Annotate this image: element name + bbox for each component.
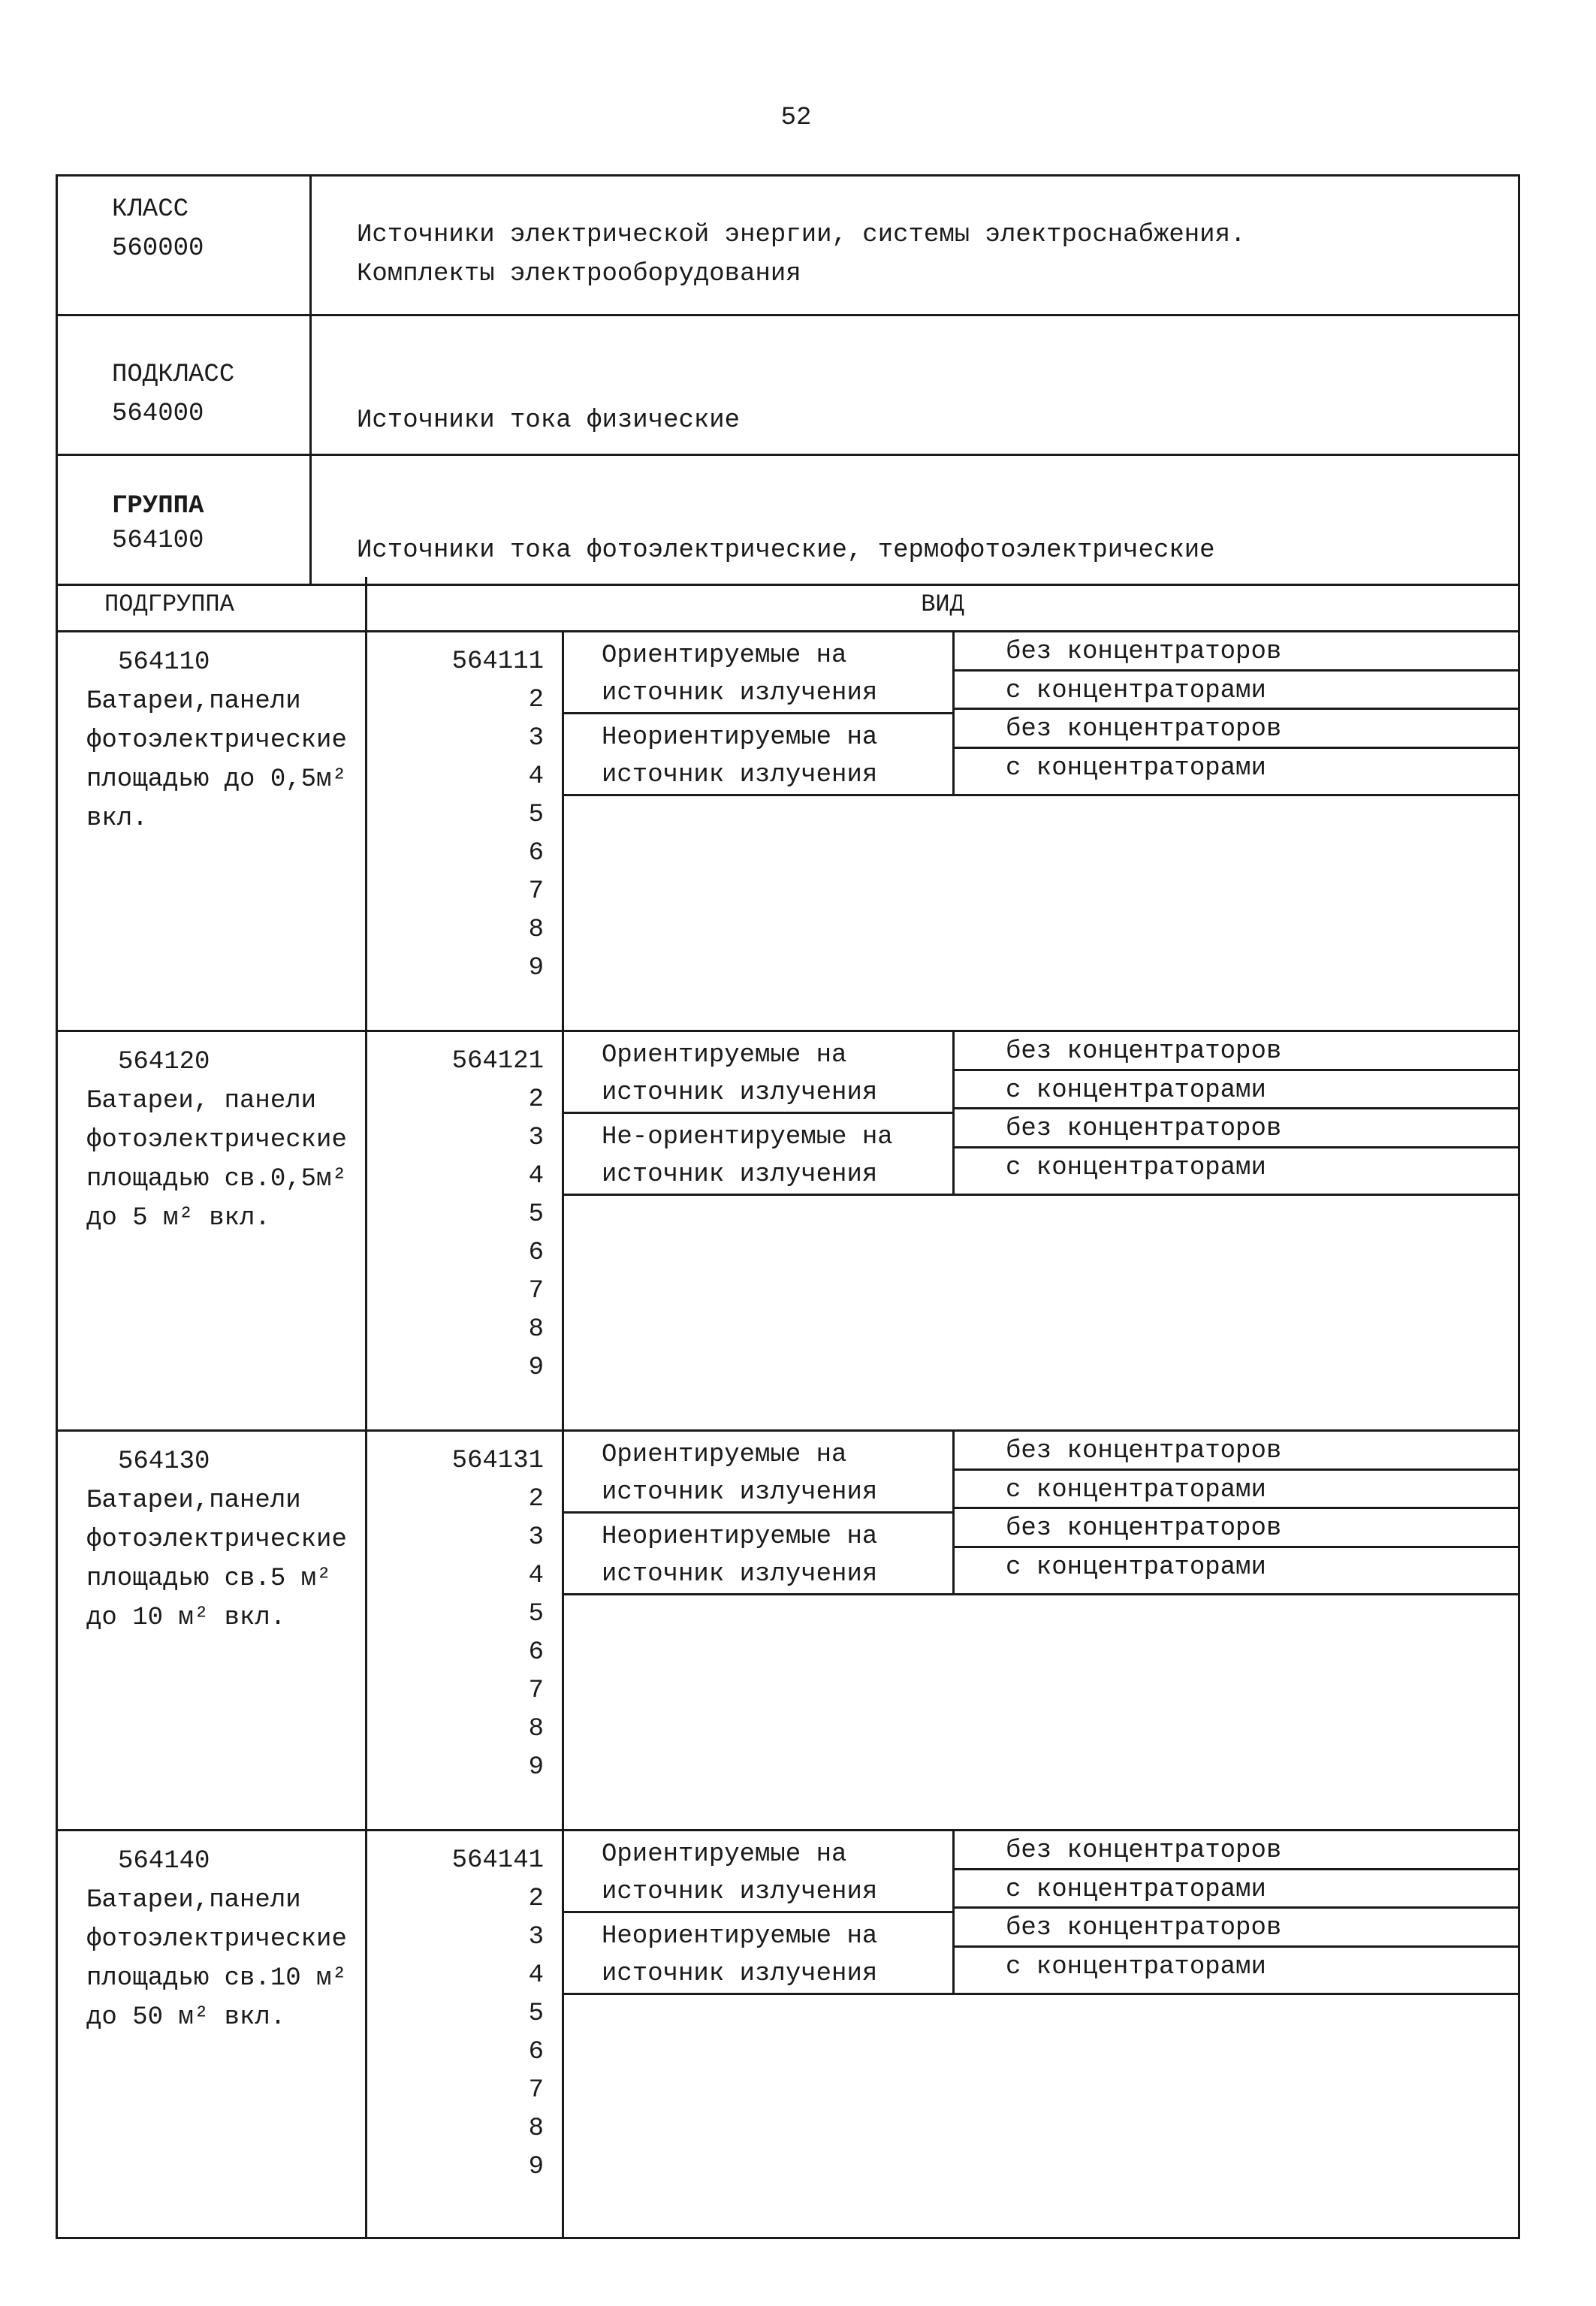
kind-code: 9 <box>528 2153 544 2181</box>
orientation-text: Ориентируемые на <box>602 1041 847 1070</box>
kind-codes-column <box>367 1432 564 1829</box>
class-label: КЛАСС <box>112 195 189 224</box>
concentrator-cell: без концентраторов <box>955 1432 1518 1471</box>
kind-code: 3 <box>528 724 544 753</box>
kind-code: 9 <box>528 954 544 982</box>
kind-code: 6 <box>528 1638 544 1667</box>
orientation-cell <box>564 1831 952 1913</box>
class-code-cell <box>58 177 312 314</box>
orientation-cell <box>564 1032 952 1114</box>
concentrator-cell: с концентраторами <box>1006 1553 1266 1582</box>
class-title-line-1: Источники электрической энергии, системы электроснабжения. <box>357 221 1246 249</box>
group-code: 564100 <box>112 527 204 555</box>
concentrator-cell: без концентраторов <box>955 632 1518 672</box>
kind-code: 564111 <box>451 647 544 676</box>
kind-code: 4 <box>528 1961 544 1990</box>
kind-code: 8 <box>528 2114 544 2143</box>
concentrator-cell: с концентраторами <box>955 1071 1518 1110</box>
orientation-text: источник излучения <box>602 1960 878 1988</box>
group-label: ГРУППА <box>112 492 204 521</box>
kind-code: 7 <box>528 2076 544 2105</box>
orientation-text: Не-ориентируемые на <box>602 1123 893 1151</box>
subgroup-rows <box>58 632 1518 2237</box>
subgroup-code: 564140 <box>118 1847 210 1876</box>
concentrator-cell: без концентраторов <box>955 1032 1518 1071</box>
class-title-line-2: Комплекты электрооборудования <box>357 260 801 288</box>
kind-code: 3 <box>528 1124 544 1152</box>
orientation-text: Неориентируемые на <box>602 1922 878 1951</box>
concentrator-column <box>955 1432 1518 1593</box>
class-description <box>312 177 1518 314</box>
orientation-cell <box>564 1514 952 1593</box>
group-code-cell <box>58 456 312 584</box>
kind-code: 3 <box>528 1523 544 1552</box>
kind-codes-column <box>367 1831 564 2237</box>
kind-code: 6 <box>528 839 544 868</box>
kind-code: 564121 <box>451 1047 544 1076</box>
kind-code: 8 <box>528 1715 544 1743</box>
subgroup-row <box>58 1032 1518 1432</box>
orientation-text: источник излучения <box>602 1878 878 1906</box>
concentrator-column <box>955 1032 1518 1194</box>
subclass-description <box>312 316 1518 454</box>
subgroup-row <box>58 1432 1518 1831</box>
kind-code: 2 <box>528 1485 544 1514</box>
concentrator-cell: без концентраторов <box>955 1831 1518 1870</box>
concentrator-cell: без концентраторов <box>955 1909 1518 1948</box>
orientation-text: источник излучения <box>602 1079 878 1107</box>
classification-header <box>56 174 1520 586</box>
orientation-cell <box>564 632 952 714</box>
orientation-text: источник излучения <box>602 1161 878 1189</box>
orientation-text: источник излучения <box>602 761 878 789</box>
concentrator-column <box>955 632 1518 794</box>
kind-code: 2 <box>528 1085 544 1114</box>
concentrator-cell: с концентраторами <box>955 1870 1518 1909</box>
kind-code: 8 <box>528 916 544 944</box>
kind-code: 6 <box>528 1239 544 1267</box>
group-title: Источники тока фотоэлектрические, термофотоэлектрические <box>357 536 1215 565</box>
kind-area <box>367 632 1518 1030</box>
kind-description-area <box>564 632 1518 1030</box>
orientation-text: источник излучения <box>602 679 878 708</box>
concentrator-cell: без концентраторов <box>955 1509 1518 1548</box>
orientation-text: Ориентируемые на <box>602 1441 847 1469</box>
orientation-cell <box>564 1913 952 1993</box>
subgroup-row <box>58 632 1518 1032</box>
subgroup-name: Батареи,панели фотоэлектрические площадью св.5 м² до 10 м² вкл. <box>86 1487 347 1632</box>
subgroup-name: Батареи,панели фотоэлектрические площадью св.10 м² до 50 м² вкл. <box>86 1886 347 2032</box>
page-number: 52 <box>780 104 812 132</box>
kind-grid <box>564 632 1518 796</box>
subgroup-code: 564120 <box>118 1048 210 1076</box>
group-row <box>58 456 1518 584</box>
orientation-column <box>564 1831 955 1993</box>
kind-code: 5 <box>528 801 544 829</box>
group-description <box>312 456 1518 584</box>
class-code: 560000 <box>112 234 204 263</box>
kind-grid <box>564 1831 1518 1995</box>
orientation-text: источник излучения <box>602 1478 878 1507</box>
subgroup-column-header: ПОДГРУППА <box>58 577 367 630</box>
kind-code: 2 <box>528 686 544 714</box>
orientation-cell <box>564 1114 952 1194</box>
orientation-text: источник излучения <box>602 1560 878 1589</box>
kind-code: 7 <box>528 1677 544 1705</box>
kind-column-header: ВИД <box>921 590 964 618</box>
subgroup-code: 564110 <box>118 648 210 677</box>
concentrator-cell: с концентраторами <box>955 1471 1518 1510</box>
subclass-label: ПОДКЛАСС <box>112 361 235 389</box>
orientation-column <box>564 1032 955 1194</box>
orientation-text: Неориентируемые на <box>602 723 878 752</box>
concentrator-cell: с концентраторами <box>1006 753 1266 783</box>
subgroup-name: Батареи,панели фотоэлектрические площадью до 0,5м² вкл. <box>86 687 347 833</box>
orientation-text: Ориентируемые на <box>602 1840 847 1869</box>
subgroup-cell <box>58 1831 367 2237</box>
kind-area <box>367 1432 1518 1829</box>
subgroup-cell <box>58 632 367 1030</box>
subclass-title: Источники тока физические <box>357 406 741 435</box>
kind-area <box>367 1831 1518 2237</box>
concentrator-column <box>955 1831 1518 1993</box>
kind-code: 9 <box>528 1354 544 1382</box>
class-row <box>58 177 1518 316</box>
kind-grid <box>564 1032 1518 1196</box>
orientation-column <box>564 1432 955 1593</box>
subgroup-table <box>56 577 1520 2239</box>
subclass-row <box>58 316 1518 456</box>
kind-area <box>367 1032 1518 1429</box>
kind-description-area <box>564 1831 1518 2237</box>
kind-code: 4 <box>528 1562 544 1590</box>
concentrator-cell: без концентраторов <box>955 1109 1518 1148</box>
concentrator-cell: без концентраторов <box>955 710 1518 749</box>
kind-code: 6 <box>528 2038 544 2066</box>
subclass-code: 564000 <box>112 400 204 428</box>
kind-code: 4 <box>528 1162 544 1191</box>
subgroup-row <box>58 1831 1518 2237</box>
kind-code: 5 <box>528 2000 544 2028</box>
kind-code: 7 <box>528 877 544 906</box>
orientation-cell <box>564 714 952 794</box>
kind-code: 5 <box>528 1600 544 1628</box>
subgroup-code: 564130 <box>118 1447 210 1476</box>
concentrator-cell: с концентраторами <box>955 672 1518 711</box>
kind-description-area <box>564 1032 1518 1429</box>
subgroup-cell <box>58 1432 367 1829</box>
subgroup-cell <box>58 1032 367 1429</box>
table-header-row <box>58 577 1518 632</box>
kind-code: 2 <box>528 1885 544 1913</box>
kind-grid <box>564 1432 1518 1595</box>
kind-code: 5 <box>528 1200 544 1229</box>
kind-code: 564131 <box>451 1447 544 1475</box>
concentrator-cell: с концентраторами <box>1006 1153 1266 1182</box>
orientation-cell <box>564 1432 952 1514</box>
kind-code: 3 <box>528 1923 544 1951</box>
orientation-column <box>564 632 955 794</box>
concentrator-cell: с концентраторами <box>1006 1952 1266 1982</box>
subclass-code-cell <box>58 316 312 454</box>
kind-description-area <box>564 1432 1518 1829</box>
kind-code: 564141 <box>451 1846 544 1875</box>
kind-code: 9 <box>528 1753 544 1782</box>
kind-codes-column <box>367 1032 564 1429</box>
kind-codes-column <box>367 632 564 1030</box>
kind-code: 7 <box>528 1277 544 1305</box>
kind-code: 8 <box>528 1315 544 1344</box>
orientation-text: Неориентируемые на <box>602 1523 878 1551</box>
kind-code: 4 <box>528 762 544 791</box>
subgroup-name: Батареи, панели фотоэлектрические площадью св.0,5м² до 5 м² вкл. <box>86 1087 347 1233</box>
orientation-text: Ориентируемые на <box>602 641 847 670</box>
